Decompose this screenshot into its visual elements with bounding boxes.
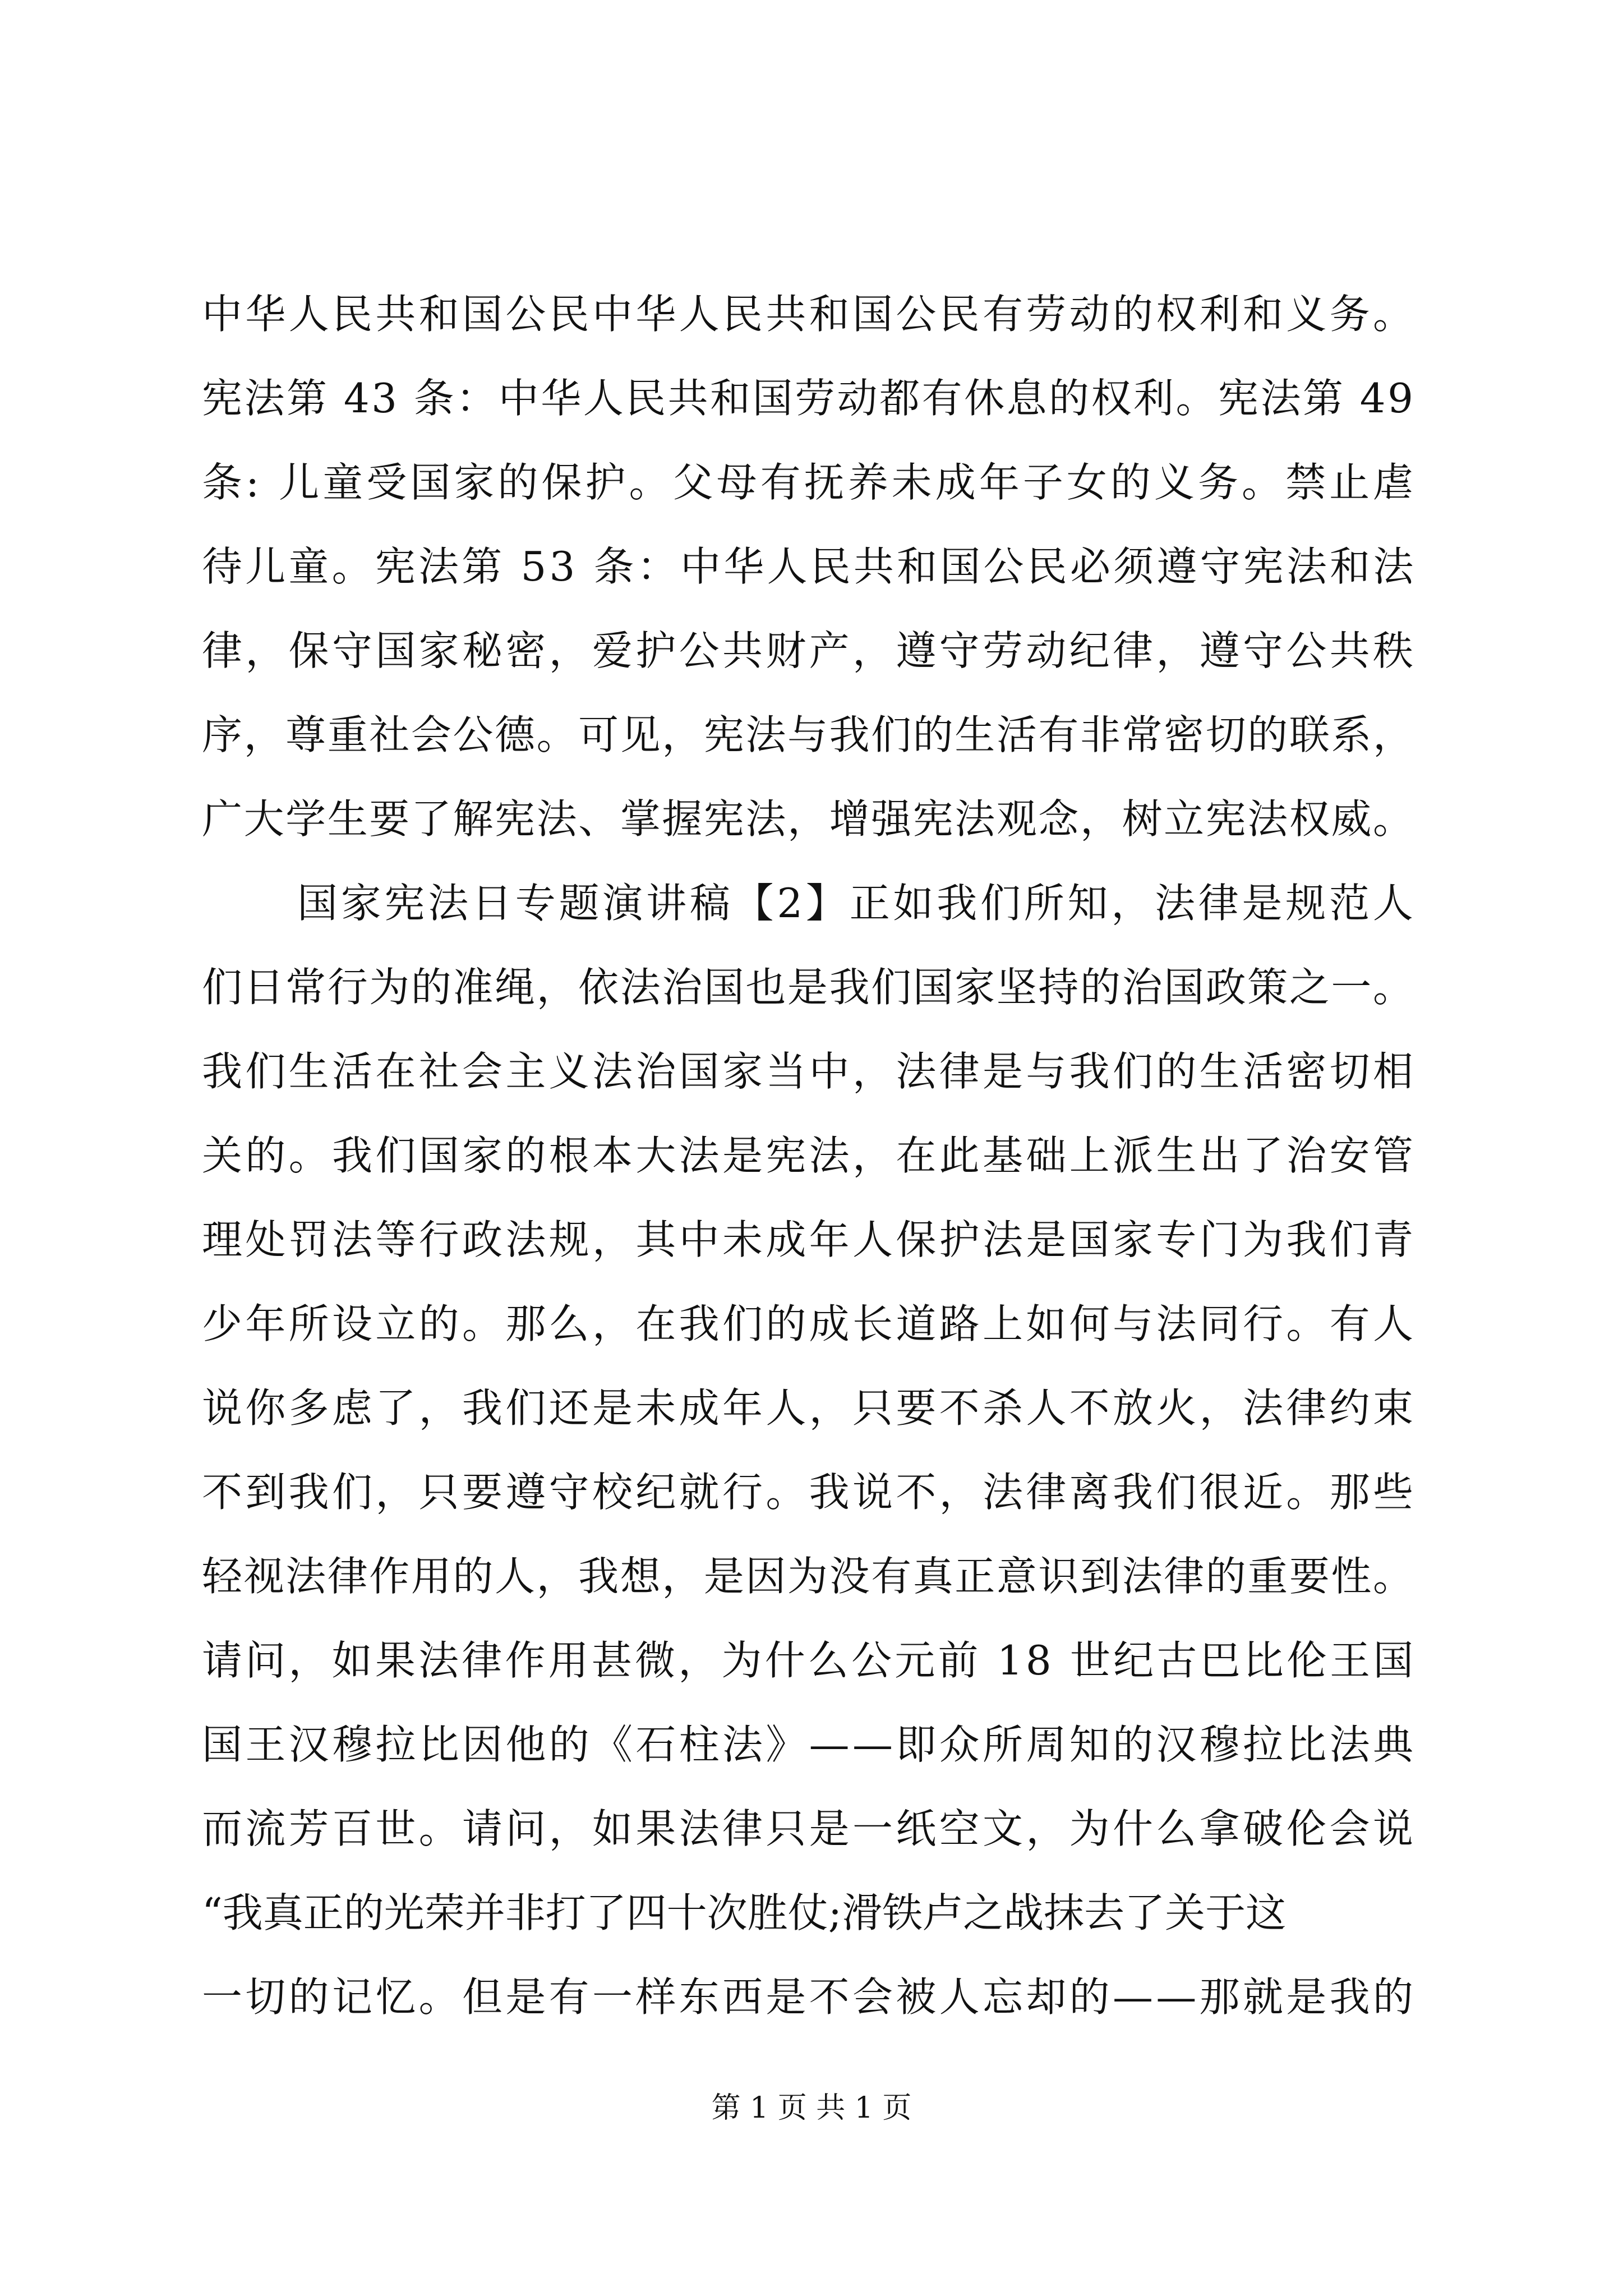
text-line: 律，保守国家秘密，爱护公共财产，遵守劳动纪律，遵守公共秩 bbox=[202, 627, 1417, 674]
text-line: 一切的记忆。但是有一样东西是不会被人忘却的——那就是我的 bbox=[202, 1973, 1417, 2021]
paragraph-heading-line: 国家宪法日专题演讲稿【2】正如我们所知，法律是规范人 bbox=[297, 880, 1417, 927]
text-line: 说你多虑了，我们还是未成年人，只要不杀人不放火，法律约束 bbox=[202, 1384, 1417, 1432]
text-line: 关的。我们国家的根本大法是宪法，在此基础上派生出了治安管 bbox=[202, 1132, 1417, 1179]
text-line: 轻视法律作用的人，我想，是因为没有真正意识到法律的重要性。 bbox=[202, 1553, 1415, 1600]
text-line: 而流芳百世。请问，如果法律只是一纸空文，为什么拿破伦会说 bbox=[202, 1805, 1417, 1852]
text-line: 中华人民共和国公民中华人民共和国公民有劳动的权利和义务。 bbox=[202, 291, 1417, 338]
text-line: 待儿童。宪法第 53 条：中华人民共和国公民必须遵守宪法和法 bbox=[202, 543, 1417, 590]
text-line: 序，尊重社会公德。可见，宪法与我们的生活有非常密切的联系， bbox=[202, 711, 1415, 758]
text-line: 我们生活在社会主义法治国家当中，法律是与我们的生活密切相 bbox=[202, 1048, 1417, 1095]
text-line: 宪法第 43 条：中华人民共和国劳动都有休息的权利。宪法第 49 bbox=[202, 375, 1415, 422]
page-footer: 第 1 页 共 1 页 bbox=[711, 2091, 912, 2125]
text-line: “我真正的光荣并非打了四十次胜仗;滑铁卢之战抹去了关于这 bbox=[202, 1889, 1287, 1936]
text-line: 理处罚法等行政法规，其中未成年人保护法是国家专门为我们青 bbox=[202, 1216, 1417, 1263]
text-line: 不到我们，只要遵守校纪就行。我说不，法律离我们很近。那些 bbox=[202, 1469, 1417, 1516]
text-line: 广大学生要了解宪法、掌握宪法，增强宪法观念，树立宪法权威。 bbox=[202, 795, 1415, 843]
text-line: 请问，如果法律作用甚微，为什么公元前 18 世纪古巴比伦王国 bbox=[202, 1637, 1417, 1684]
text-line: 少年所设立的。那么，在我们的成长道路上如何与法同行。有人 bbox=[202, 1300, 1417, 1347]
text-line: 们日常行为的准绳，依法治国也是我们国家坚持的治国政策之一。 bbox=[202, 964, 1415, 1011]
text-line: 条: 儿童受国家的保护。父母有抚养未成年子女的义务。禁止虐 bbox=[202, 459, 1417, 506]
text-line: 国王汉穆拉比因他的《石柱法》——即众所周知的汉穆拉比法典 bbox=[202, 1721, 1417, 1768]
